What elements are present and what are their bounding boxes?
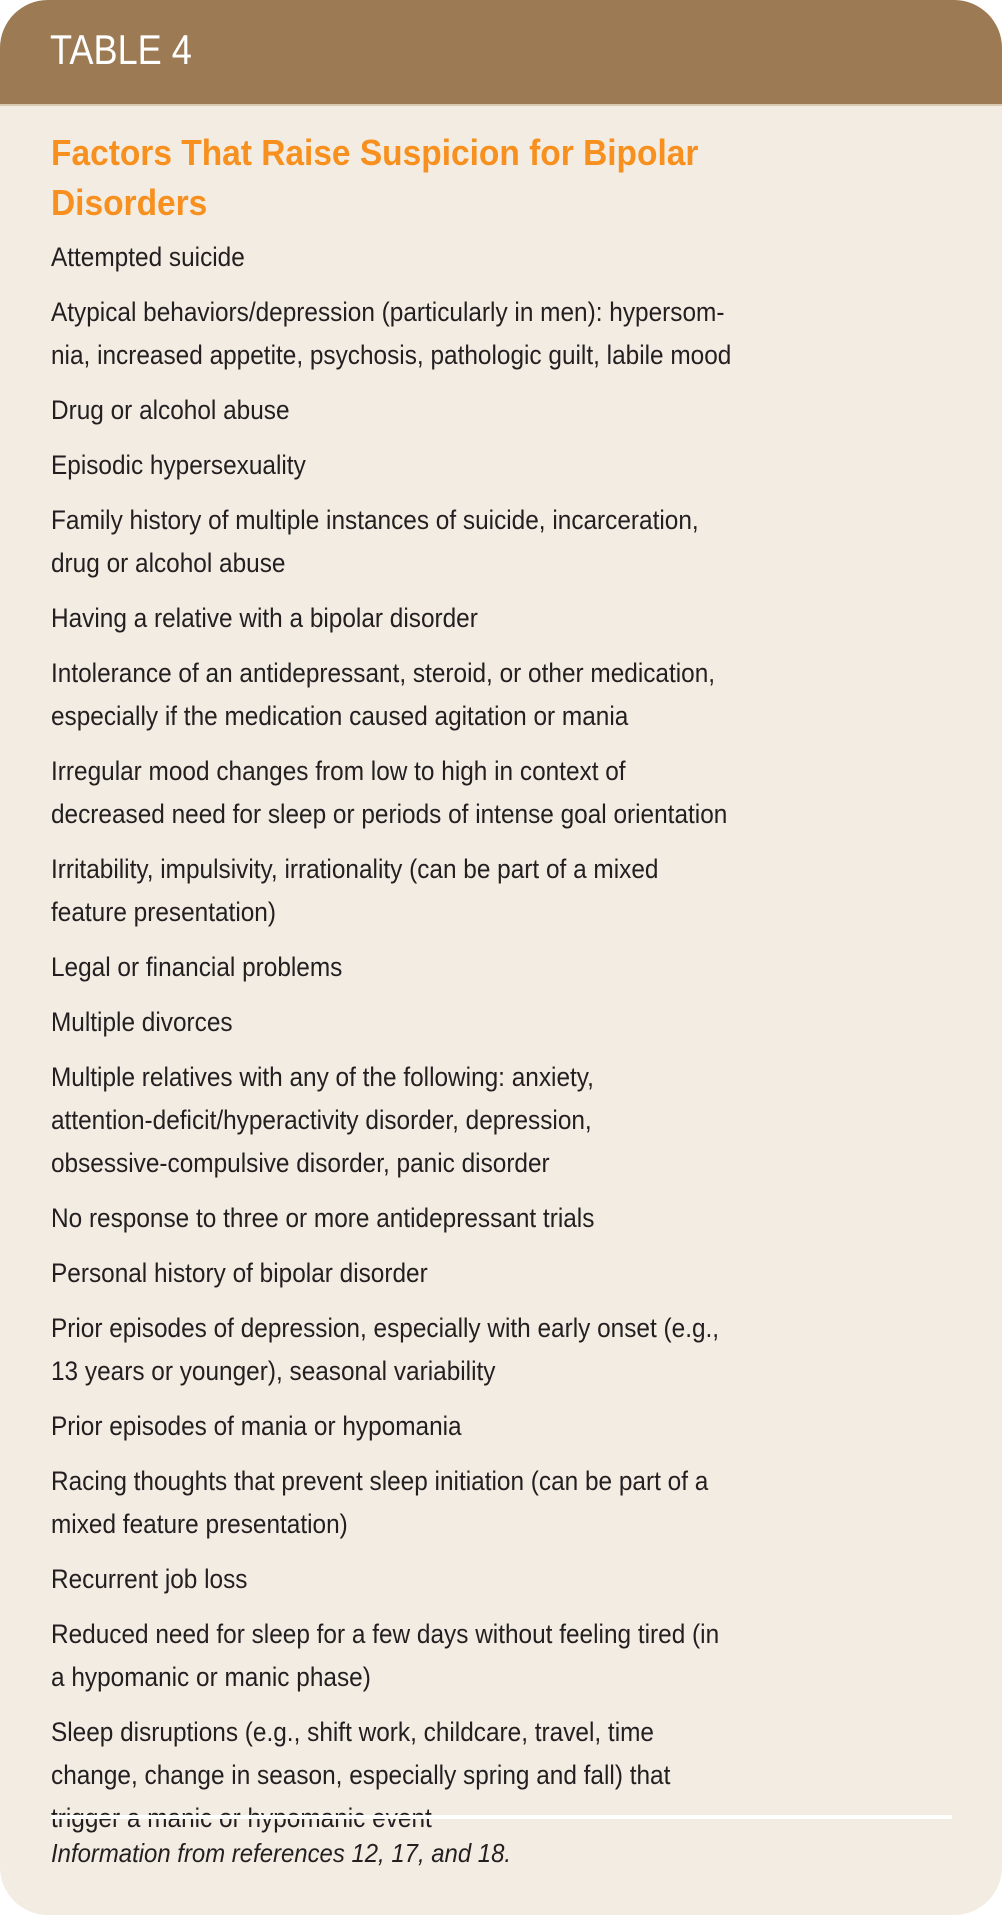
list-item-line: feature presentation) xyxy=(51,897,276,927)
list-item-line: Recurrent job loss xyxy=(51,1564,248,1594)
list-item-line: Prior episodes of depression, especially with early onset (e.g., xyxy=(51,1313,720,1343)
footnote: Information from references 12, 17, and 18. xyxy=(51,1838,512,1868)
list-item xyxy=(51,444,971,487)
list-item-line: change, change in season, especially spring and fall) that xyxy=(51,1760,671,1790)
list-item-line: Having a relative with a bipolar disorder xyxy=(51,603,478,633)
table-header xyxy=(0,0,1002,106)
table-title xyxy=(51,128,888,228)
divider xyxy=(51,1815,952,1819)
list-item xyxy=(51,499,971,585)
list-item-line: Reduced need for sleep for a few days without feeling tired (in xyxy=(51,1619,720,1649)
list-item-line: Multiple divorces xyxy=(51,1007,233,1037)
list-item-line: Family history of multiple instances of suicide, incarceration, xyxy=(51,505,699,535)
list-item-line: obsessive-compulsive disorder, panic disorder xyxy=(51,1148,550,1178)
list-item xyxy=(51,652,971,738)
list-item-line: Attempted suicide xyxy=(51,242,245,272)
list-item-line: Atypical behaviors/depression (particularly in men): hypersom- xyxy=(51,297,725,327)
list-item xyxy=(51,291,971,377)
list-item xyxy=(51,1711,971,1840)
list-item-line: a hypomanic or manic phase) xyxy=(51,1662,371,1692)
list-item-line: mixed feature presentation) xyxy=(51,1509,348,1539)
list-item xyxy=(51,1613,971,1699)
list-item xyxy=(51,597,971,640)
list-item-line: decreased need for sleep or periods of intense goal orientation xyxy=(51,799,728,829)
table-title-line: Disorders xyxy=(51,182,208,223)
list-item-line: Sleep disruptions (e.g., shift work, childcare, travel, time xyxy=(51,1717,654,1747)
list-item-line: 13 years or younger), seasonal variability xyxy=(51,1356,496,1386)
list-item-line: Irregular mood changes from low to high in context of xyxy=(51,756,626,786)
list-item xyxy=(51,1252,971,1295)
list-item xyxy=(51,1197,971,1240)
list-item-line: Drug or alcohol abuse xyxy=(51,395,290,425)
list-item-line: Legal or financial problems xyxy=(51,952,343,982)
list-item-line: Prior episodes of mania or hypomania xyxy=(51,1411,462,1441)
list-item-line: No response to three or more antidepressant trials xyxy=(51,1203,595,1233)
list-item xyxy=(51,1460,971,1546)
list-item xyxy=(51,236,971,279)
list-item xyxy=(51,1307,971,1393)
list-item-line: Multiple relatives with any of the following: anxiety, xyxy=(51,1062,594,1092)
table-title-line: Factors That Raise Suspicion for Bipolar xyxy=(51,132,699,173)
factor-list xyxy=(51,236,971,1852)
list-item-line: nia, increased appetite, psychosis, pathologic guilt, labile mood xyxy=(51,340,732,370)
list-item-line: drug or alcohol abuse xyxy=(51,548,286,578)
list-item xyxy=(51,1001,971,1044)
list-item-line: Intolerance of an antidepressant, steroid, or other medication, xyxy=(51,658,716,688)
list-item-line: Irritability, impulsivity, irrationality (can be part of a mixed xyxy=(51,854,659,884)
list-item-line: Personal history of bipolar disorder xyxy=(51,1258,428,1288)
list-item xyxy=(51,946,971,989)
table-number-label: TABLE 4 xyxy=(50,26,192,73)
list-item-line: attention-deficit/hyperactivity disorder, depression, xyxy=(51,1105,592,1135)
list-item xyxy=(51,1405,971,1448)
list-item-line: Episodic hypersexuality xyxy=(51,450,306,480)
list-item xyxy=(51,1056,971,1185)
list-item xyxy=(51,750,971,836)
list-item xyxy=(51,389,971,432)
list-item-line: especially if the medication caused agitation or mania xyxy=(51,701,629,731)
list-item xyxy=(51,1558,971,1601)
list-item xyxy=(51,848,971,934)
list-item-line: Racing thoughts that prevent sleep initiation (can be part of a xyxy=(51,1466,709,1496)
